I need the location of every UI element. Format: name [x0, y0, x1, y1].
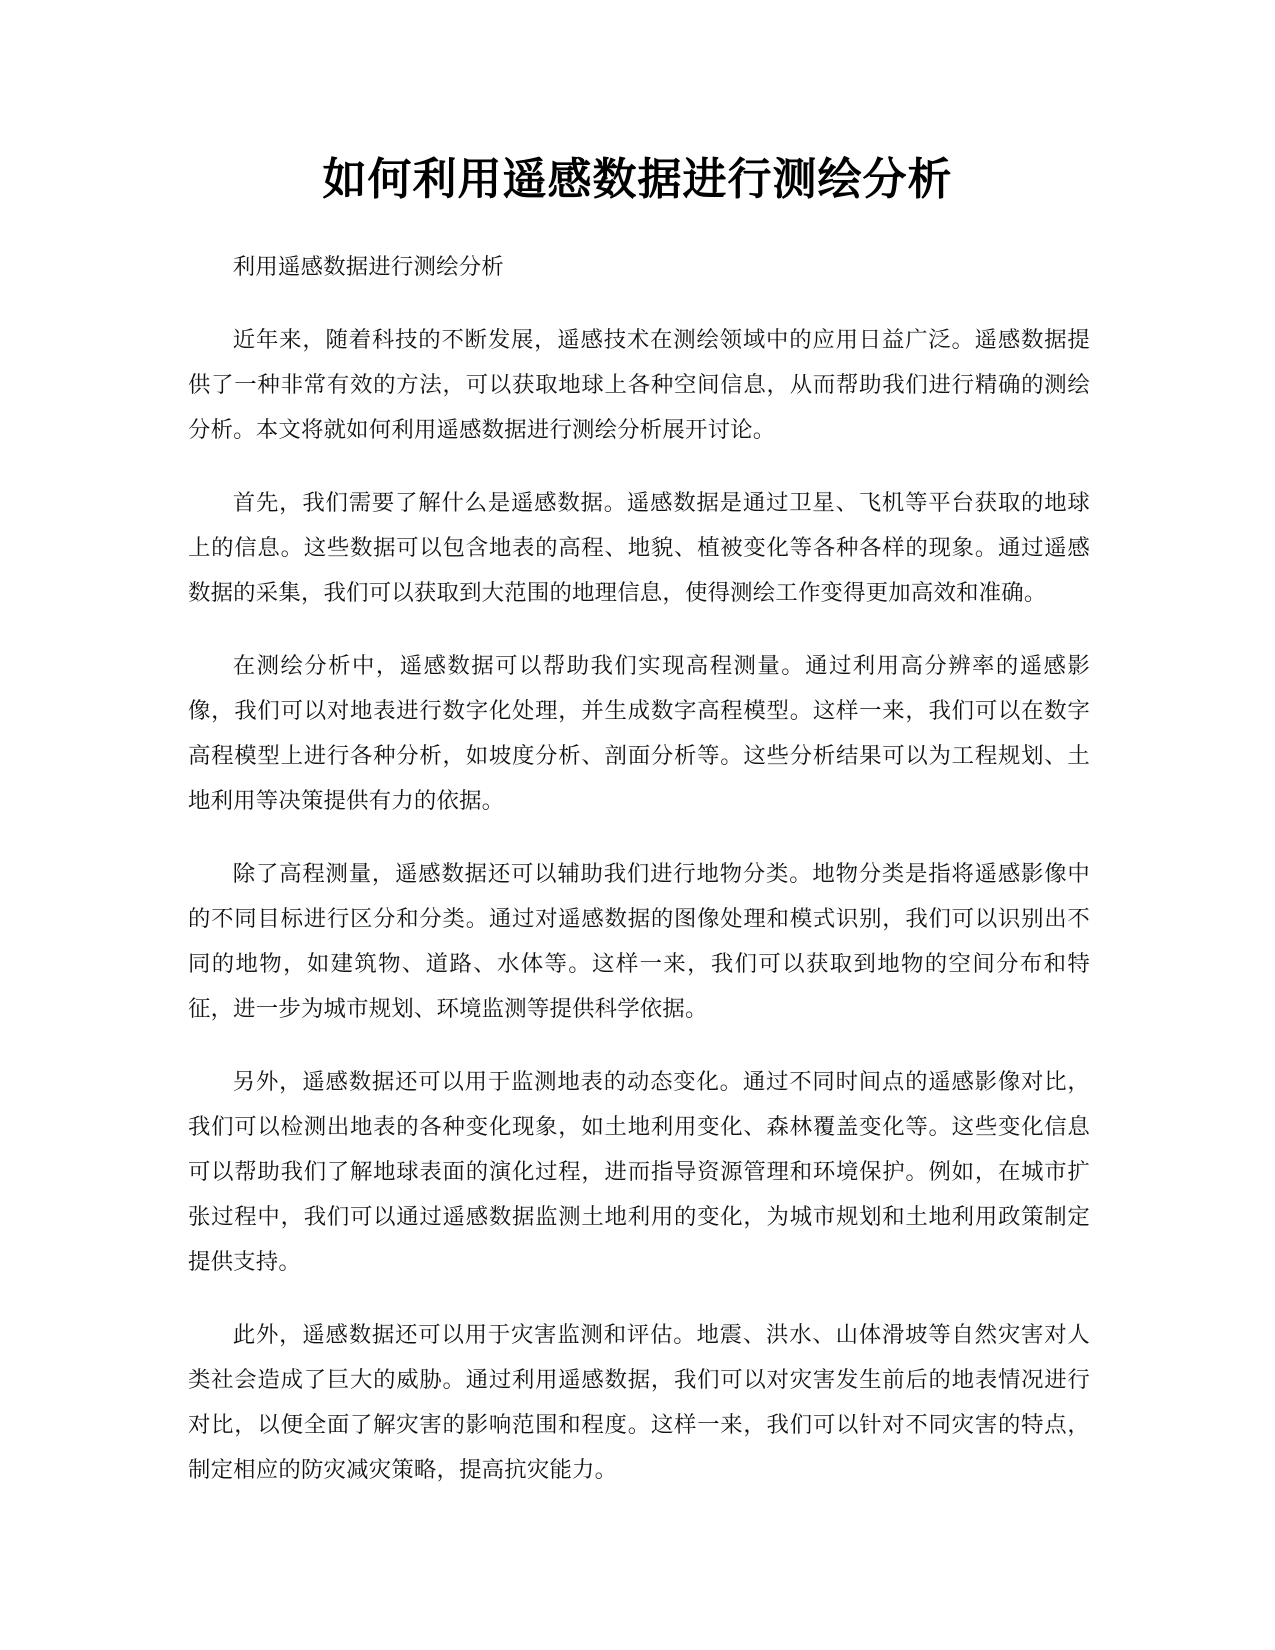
document-body [188, 245, 1090, 1521]
elevation-paragraph: 在测绘分析中，遥感数据可以帮助我们实现高程测量。通过利用高分辨率的遥感影像，我们可以对地表进行数字化处理，并生成数字高程模型。这样一来，我们可以在数字高程模型上进行各种分析，如坡度分析、剖面分析等。这些分析结果可以为工程规划、土地利用等决策提供有力的依据。 [188, 653, 1090, 814]
subtitle-paragraph: 利用遥感数据进行测绘分析 [232, 254, 504, 280]
document-title: 如何利用遥感数据进行测绘分析 [322, 154, 953, 205]
definition-paragraph: 首先，我们需要了解什么是遥感数据。遥感数据是通过卫星、飞机等平台获取的地球上的信息。这些数据可以包含地表的高程、地貌、植被变化等各种各样的现象。通过遥感数据的采集，我们可以获取到大范围的地理信息，使得测绘工作变得更加高效和准确。 [188, 490, 1090, 606]
change-detection-paragraph: 另外，遥感数据还可以用于监测地表的动态变化。通过不同时间点的遥感影像对比，我们可以检测出地表的各种变化现象，如土地利用变化、森林覆盖变化等。这些变化信息可以帮助我们了解地球表面的演化过程，进而指导资源管理和环境保护。例如，在城市扩张过程中，我们可以通过遥感数据监测土地利用的变化，为城市规划和土地利用政策制定提供支持。 [188, 1069, 1090, 1275]
classification-paragraph: 除了高程测量，遥感数据还可以辅助我们进行地物分类。地物分类是指将遥感影像中的不同目标进行区分和分类。通过对遥感数据的图像处理和模式识别，我们可以识别出不同的地物，如建筑物、道路、水体等。这样一来，我们可以获取到地物的空间分布和特征，进一步为城市规划、环境监测等提供科学依据。 [188, 861, 1090, 1022]
disaster-paragraph: 此外，遥感数据还可以用于灾害监测和评估。地震、洪水、山体滑坡等自然灾害对人类社会造成了巨大的威胁。通过利用遥感数据，我们可以对灾害发生前后的地表情况进行对比，以便全面了解灾害的影响范围和程度。这样一来，我们可以针对不同灾害的特点，制定相应的防灾减灾策略，提高抗灾能力。 [188, 1322, 1090, 1483]
intro-paragraph: 近年来，随着科技的不断发展，遥感技术在测绘领域中的应用日益广泛。遥感数据提供了一种非常有效的方法，可以获取地球上各种空间信息，从而帮助我们进行精确的测绘分析。本文将就如何利用遥感数据进行测绘分析展开讨论。 [188, 327, 1090, 443]
